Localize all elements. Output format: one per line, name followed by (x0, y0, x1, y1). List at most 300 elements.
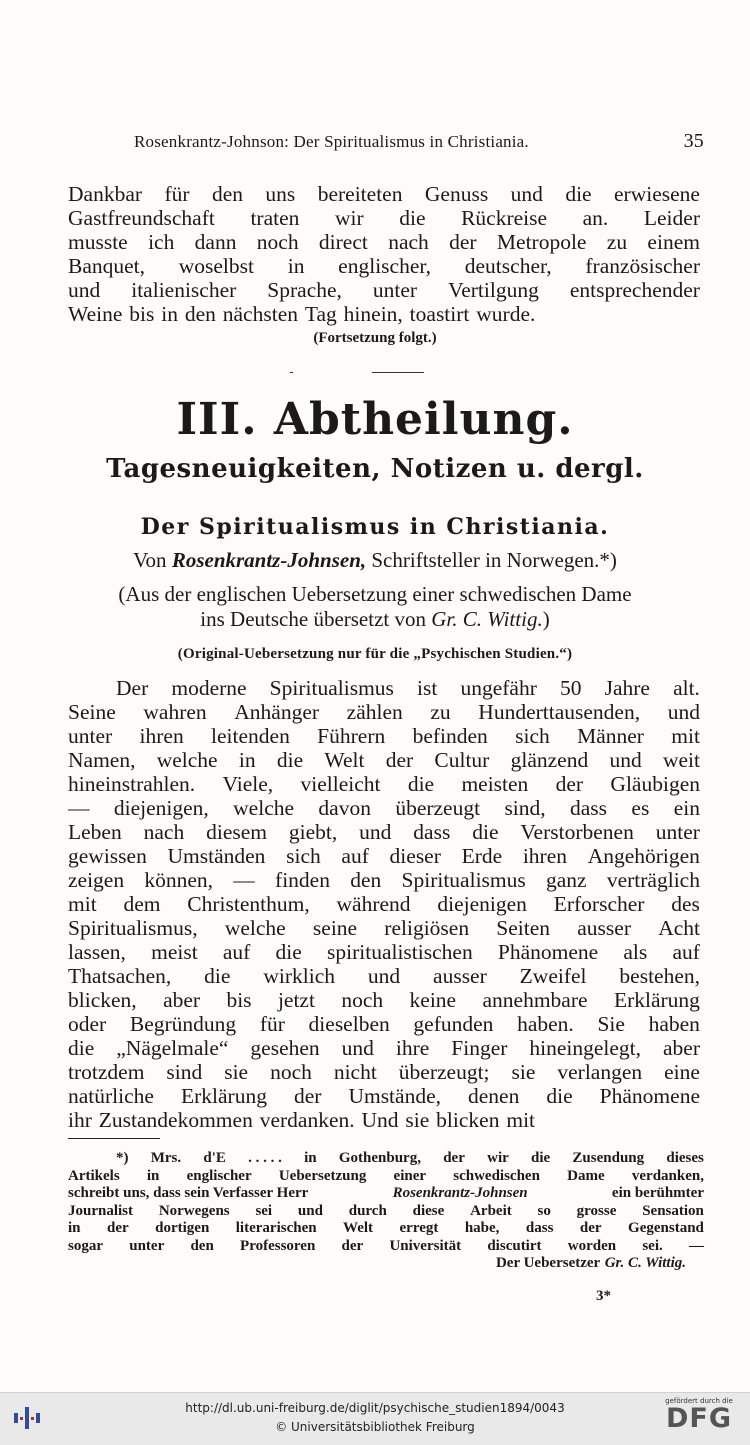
word: bestehen, (619, 964, 700, 988)
word: den (350, 868, 382, 892)
word: englischer, (338, 254, 432, 278)
section-title: III. Abtheilung. (176, 394, 574, 445)
word: an. (582, 206, 609, 230)
word: Arbeit (470, 1202, 512, 1219)
text-line (68, 254, 700, 278)
word: Erklärung (613, 988, 700, 1012)
word: natürliche (68, 1084, 154, 1108)
word: diejenigen, (113, 796, 209, 820)
word: befinden (412, 724, 488, 748)
footnote (68, 1150, 704, 1273)
original-translation-note: (Original-Uebersetzung nur für die „Psychischen Studien.“) (177, 646, 573, 662)
word: Mrs. (150, 1150, 182, 1166)
word: überzeugt (395, 796, 481, 820)
word: Erklärung (180, 1084, 267, 1108)
word: d'E (203, 1150, 226, 1166)
main-paragraph (68, 676, 700, 1132)
word: ein (673, 796, 700, 820)
word: dass (570, 796, 608, 820)
word: gesehen (250, 1036, 320, 1060)
intro-paragraph (68, 182, 700, 326)
word: verdanken, (631, 1167, 704, 1184)
footnote-line (68, 1185, 704, 1203)
text-line (68, 700, 700, 724)
word: Zweifel (519, 964, 587, 988)
source-url-link[interactable]: http://dl.ub.uni-freiburg.de/diglit/psychische_studien1894/0043 (185, 1401, 565, 1415)
footnote-line (68, 1220, 704, 1238)
word: erregt (399, 1220, 439, 1236)
word: dieser (389, 844, 441, 868)
text-line (68, 988, 700, 1012)
word: haben (648, 1012, 700, 1036)
word: Sie (597, 1012, 625, 1036)
translator-name: Gr. C. Wittig. (431, 607, 543, 631)
running-head-title: Rosenkrantz-Johnson: Der Spiritualismus in Christiania. (134, 132, 529, 151)
word: Weine (68, 302, 123, 326)
text-line (68, 1084, 700, 1108)
word: mit (506, 1108, 536, 1132)
word: Gastfreundschaft (68, 206, 215, 230)
word: lassen, (68, 940, 126, 964)
text-line (68, 796, 700, 820)
word: annehmbare (482, 988, 588, 1012)
footer-bar (0, 1392, 750, 1445)
word: Genuss (424, 182, 489, 206)
footnote-rule (68, 1138, 160, 1139)
word: deutscher, (464, 254, 552, 278)
word: Thatsachen, (68, 964, 172, 988)
word: moderne (171, 676, 247, 700)
translation-line-2 (0, 607, 750, 632)
word: Angehörigen (587, 844, 700, 868)
word: „Nägelmale“ (116, 1036, 229, 1060)
signature-prefix: Der Uebersetzer (495, 1255, 601, 1271)
word: den (211, 182, 243, 206)
word: unter (68, 724, 113, 748)
text-line (68, 278, 700, 302)
word: oder (68, 1012, 107, 1036)
word: vielleicht (300, 772, 381, 796)
word: blicken (436, 1108, 500, 1132)
word: Journalist (68, 1202, 134, 1219)
word: den (184, 302, 216, 326)
word: so (537, 1202, 551, 1219)
word: davon (318, 796, 371, 820)
word: mit (68, 892, 97, 916)
text-line (68, 844, 700, 868)
word: die (472, 820, 499, 844)
word: noch (341, 988, 384, 1012)
text-line (68, 868, 700, 892)
word: in (238, 748, 256, 772)
word: hineingelegt, (529, 1036, 642, 1060)
word: Spiritualismus, (68, 916, 198, 940)
word: Universität (389, 1237, 462, 1254)
text-line (68, 1108, 700, 1132)
word: weit (662, 748, 700, 772)
word: *) (116, 1150, 129, 1166)
word: sind (166, 1060, 203, 1084)
word: wir (334, 206, 364, 230)
word: alt. (673, 676, 700, 700)
word: die (407, 772, 435, 796)
byline (0, 548, 750, 573)
word: Vertilgung (448, 278, 539, 302)
word: mit (671, 724, 700, 748)
dfg-wordmark: DFG (665, 1403, 733, 1434)
word: zählen (346, 700, 403, 724)
word: Führern (317, 724, 386, 748)
text-line (68, 964, 700, 988)
word: Sprache, (267, 278, 342, 302)
word: es (631, 796, 650, 820)
word: können, (144, 868, 214, 892)
word: wirklich (263, 964, 335, 988)
word: Zusendung (572, 1150, 645, 1166)
section-subtitle: Tagesneuigkeiten, Notizen u. dergl. (106, 454, 644, 484)
word: Professoren (240, 1237, 316, 1254)
word: . . . . . (248, 1150, 282, 1166)
word: seine (312, 916, 358, 940)
word: dem (123, 892, 161, 916)
word: und (68, 278, 101, 302)
word: die (565, 182, 592, 206)
footnote-author-name: Rosenkrantz-Johnsen (392, 1185, 528, 1201)
word: 50 (559, 676, 582, 700)
word: ihr (68, 1108, 92, 1132)
word: und (667, 700, 700, 724)
word: welche (233, 796, 295, 820)
word: die (399, 206, 426, 230)
word: Christenthum, (187, 892, 310, 916)
word: Seine (68, 700, 116, 724)
text-line (68, 302, 700, 326)
word: zeigen (68, 868, 125, 892)
word: ich (148, 230, 175, 254)
text-line (68, 748, 700, 772)
word: wahren (143, 700, 207, 724)
divider-line (372, 372, 424, 373)
word: französischer (585, 254, 700, 278)
word: bis (129, 302, 155, 326)
footnote-line (68, 1150, 704, 1168)
word: Begründung (129, 1012, 237, 1036)
text-line (68, 1060, 700, 1084)
word: ausser (433, 964, 487, 988)
word: woselbst (178, 254, 254, 278)
running-head (134, 132, 704, 152)
word: Acht (658, 916, 700, 940)
word: sie (405, 1108, 430, 1132)
word: entsprechender (569, 278, 700, 302)
word: wir (487, 1150, 509, 1166)
word: dass (413, 820, 451, 844)
word: direct (318, 230, 368, 254)
word: sei. (642, 1237, 663, 1254)
word: überzeugt; (398, 1060, 490, 1084)
byline-prefix: Von (133, 548, 167, 572)
dfg-logo (658, 1397, 740, 1433)
word: zu (430, 700, 451, 724)
word: und (341, 1036, 374, 1060)
word: verträglich (606, 868, 700, 892)
word: grosse (576, 1202, 617, 1219)
word: diejenigen (437, 892, 527, 916)
word: Leider (643, 206, 700, 230)
word: ihren (139, 724, 184, 748)
word: hineinstrahlen. (68, 772, 196, 796)
word: der (443, 1150, 465, 1166)
word: Zustandekommen (98, 1108, 253, 1132)
word: durch (348, 1202, 387, 1219)
translation-close-paren: ) (542, 607, 550, 631)
footnote-line (68, 1238, 704, 1256)
footnote-signature (68, 1255, 704, 1273)
word: einer (393, 1167, 427, 1184)
word: eine (664, 1060, 700, 1084)
footnote-text: schreibt uns, dass sein Verfasser Herr (68, 1185, 309, 1201)
word: Tag (304, 302, 337, 326)
word: die (531, 1150, 551, 1166)
divider-dot (290, 372, 293, 373)
word: spiritualistischen (327, 940, 473, 964)
translation-line-1: (Aus der englischen Uebersetzung einer schwedischen Dame (118, 582, 632, 606)
word: noch (256, 230, 299, 254)
text-line (68, 940, 700, 964)
word: englischer (186, 1167, 252, 1184)
word: in (304, 1150, 317, 1166)
word: religiösen (384, 916, 470, 940)
word: einem (647, 230, 700, 254)
word: nicht (333, 1060, 377, 1084)
word: Umstände, (348, 1084, 441, 1108)
word: Norwegens (158, 1202, 230, 1219)
word: hinein, (343, 302, 403, 326)
word: unter (655, 820, 700, 844)
word: blicken, (68, 988, 137, 1012)
word: Dankbar (68, 182, 143, 206)
word: ihren (522, 844, 568, 868)
word: finden (275, 868, 330, 892)
word: Gläubigen (610, 772, 700, 796)
signature-name: Gr. C. Wittig. (604, 1255, 686, 1271)
word: toastirt (409, 302, 470, 326)
translation-note (0, 582, 750, 632)
word: dortigen (155, 1220, 210, 1236)
word: Und (361, 1108, 399, 1132)
text-line (68, 772, 700, 796)
word: für (259, 1012, 285, 1036)
footnote-line (68, 1168, 704, 1186)
word: ganz (546, 868, 587, 892)
word: den (190, 1237, 214, 1254)
word: giebt, (288, 820, 338, 844)
word: Phänomene (497, 940, 599, 964)
word: aber (663, 1036, 700, 1060)
word: Gegenstand (628, 1220, 704, 1236)
word: — (688, 1237, 704, 1254)
word: noch (270, 1060, 312, 1084)
text-line (68, 724, 700, 748)
word: Artikels (68, 1167, 120, 1184)
word: und (297, 1202, 323, 1219)
word: Spiritualismus (269, 676, 394, 700)
word: der (106, 1220, 129, 1236)
word: verlangen (557, 1060, 643, 1084)
word: leitenden (211, 724, 290, 748)
word: glänzend (510, 748, 589, 772)
word: Erforscher (553, 892, 645, 916)
word: die (204, 964, 231, 988)
word: Seiten (496, 916, 551, 940)
word: gefunden (413, 1012, 494, 1036)
word: die (546, 1084, 573, 1108)
word: unter (372, 278, 418, 302)
word: sind, (504, 796, 546, 820)
word: Dame (567, 1167, 605, 1184)
word: literarischen (235, 1220, 317, 1236)
word: der (555, 772, 584, 796)
word: meisten (461, 772, 529, 796)
word: italienischer (131, 278, 237, 302)
word: erwiesene (614, 182, 700, 206)
word: die (275, 940, 302, 964)
footnote-text: ein berühmter (611, 1185, 704, 1201)
text-line (68, 182, 700, 206)
word: dieselben (308, 1012, 390, 1036)
word: Verstorbenen (520, 820, 634, 844)
text-line (68, 1036, 700, 1060)
word: und (367, 964, 401, 988)
word: Cultur (434, 748, 490, 772)
word: während (336, 892, 411, 916)
word: als (623, 940, 648, 964)
word: ihre (395, 1036, 430, 1060)
word: und (359, 820, 392, 844)
text-line (68, 206, 700, 230)
word: nach (143, 820, 185, 844)
word: — (233, 868, 255, 892)
word: in (68, 1220, 81, 1236)
word: der (341, 1237, 364, 1254)
word: Leben (68, 820, 122, 844)
word: jetzt (277, 988, 315, 1012)
word: Umständen (167, 844, 266, 868)
word: Phänomene (599, 1084, 700, 1108)
text-line (68, 676, 700, 700)
word: nächsten (222, 302, 298, 326)
text-line (68, 892, 700, 916)
word: Viele, (222, 772, 274, 796)
word: Erde (461, 844, 503, 868)
word: unter (129, 1237, 165, 1254)
word: diesem (206, 820, 267, 844)
word: Banquet, (68, 254, 146, 278)
word: der (293, 1084, 322, 1108)
word: dann (194, 230, 237, 254)
word: ausser (577, 916, 631, 940)
word: Welt (343, 1220, 374, 1236)
sheet-signature-mark: 3* (596, 1288, 611, 1304)
article-title: Der Spiritualismus in Christiania. (140, 514, 610, 540)
word: Der (116, 676, 149, 700)
word: für (164, 182, 190, 206)
word: welche (224, 916, 286, 940)
byline-suffix: Schriftsteller in Norwegen.*) (371, 548, 617, 572)
word: sie (224, 1060, 249, 1084)
word: sogar (68, 1237, 103, 1254)
word: Rückreise (461, 206, 548, 230)
word: keine (409, 988, 457, 1012)
word: Metropole (496, 230, 587, 254)
page-number: 35 (683, 130, 704, 152)
word: ungefähr (460, 676, 537, 700)
word: worden (567, 1237, 617, 1254)
word: Männer (577, 724, 644, 748)
word: Welt (324, 748, 365, 772)
word: Spiritualismus (401, 868, 526, 892)
word: dieses (666, 1150, 704, 1166)
word: bis (226, 988, 252, 1012)
word: der (385, 748, 414, 772)
word: die (68, 1036, 95, 1060)
word: die (276, 748, 304, 772)
text-line (68, 230, 700, 254)
word: in (146, 1167, 160, 1184)
word: in (287, 254, 305, 278)
text-line (68, 1012, 700, 1036)
word: aber (163, 988, 201, 1012)
word: des (671, 892, 700, 916)
word: und (609, 748, 642, 772)
word: Namen, (68, 748, 136, 772)
footnote-line (68, 1203, 704, 1221)
word: Hunderttausenden, (478, 700, 641, 724)
word: der (449, 230, 477, 254)
author-name: Rosenkrantz-Johnsen, (171, 548, 367, 572)
word: meist (151, 940, 198, 964)
translation-line-2-text: ins Deutsche übersetzt von (200, 607, 426, 631)
dfg-caption: gefördert durch die (665, 1397, 733, 1405)
word: bereiteten (317, 182, 403, 206)
word: Anhänger (234, 700, 320, 724)
copyright-text: © Universitätsbibliothek Freiburg (275, 1420, 475, 1434)
word: welche (156, 748, 218, 772)
continued-note: (Fortsetzung folgt.) (313, 330, 437, 346)
word: verdanken. (259, 1108, 355, 1132)
word: und (510, 182, 543, 206)
word: sei (255, 1202, 273, 1219)
word: trotzdem (68, 1060, 145, 1084)
word: zu (606, 230, 628, 254)
word: traten (250, 206, 300, 230)
word: habe, (464, 1220, 500, 1236)
word: denen (468, 1084, 520, 1108)
word: ist (417, 676, 438, 700)
text-line (68, 916, 700, 940)
word: Uebersetzung (278, 1167, 367, 1184)
word: auf (672, 940, 700, 964)
word: sich (286, 844, 321, 868)
word: haben. (517, 1012, 574, 1036)
word: wurde. (476, 302, 536, 326)
word: sie (511, 1060, 536, 1084)
word: nach (388, 230, 429, 254)
text-line (68, 820, 700, 844)
word: discutirt (487, 1237, 542, 1254)
word: auf (222, 940, 251, 964)
word: schwedischen (453, 1167, 540, 1184)
